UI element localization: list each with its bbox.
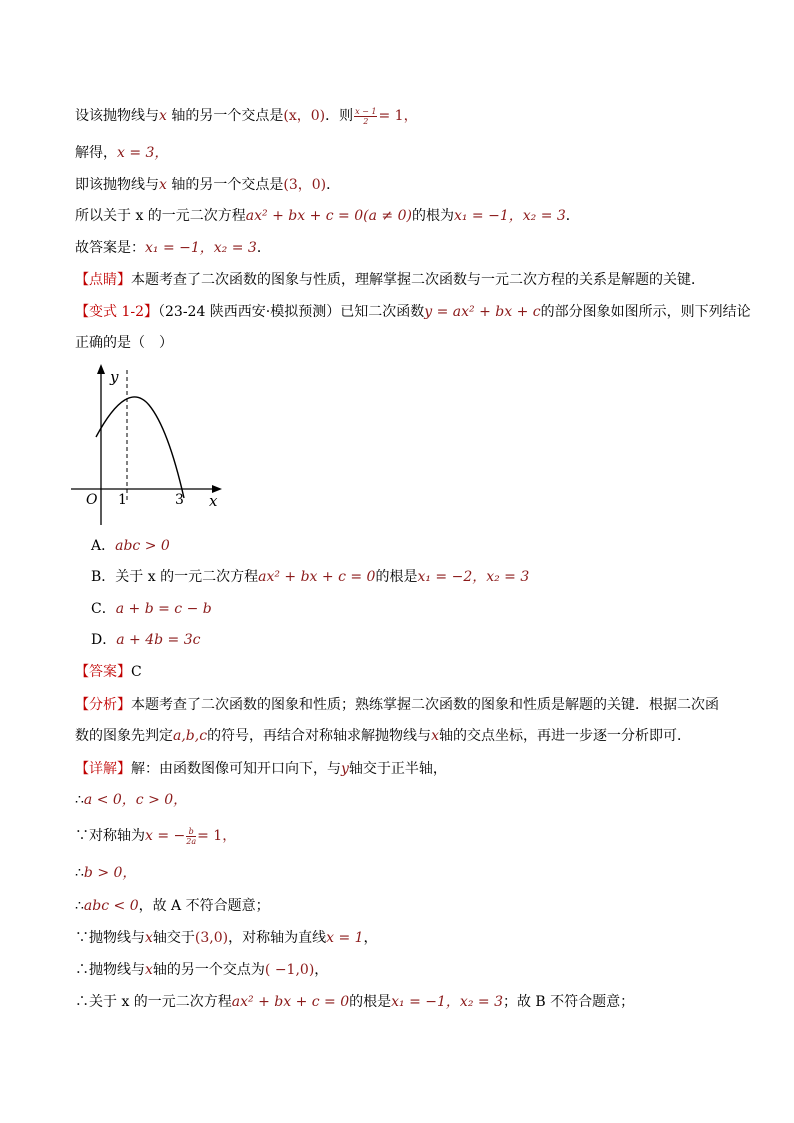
parabola-graph <box>66 360 226 530</box>
fraction: $\frac{b}{2a}$ <box>186 826 197 846</box>
detail-step-3: ∴b > 0， <box>75 865 137 881</box>
detail-step-1: ∴a < 0，c > 0， <box>75 792 188 808</box>
math: = 1， <box>378 108 418 124</box>
option-c[interactable]: C．a + b = c − b <box>91 601 212 617</box>
y-label: y <box>110 368 119 386</box>
line-answer: 故答案是：x₁ = −1，x₂ = 3． <box>75 240 271 256</box>
analysis-tag: 【分析】 <box>75 697 131 713</box>
text: 轴的另一个交点是 <box>166 108 284 124</box>
line-roots: 所以关于 x 的一元二次方程ax² + bx + c = 0(a ≠ 0)的根为x₁ = −1，x₂ = 3． <box>75 208 580 224</box>
option-d[interactable]: D．a + 4b = 3c <box>91 632 201 648</box>
detail-step-2: ∵对称轴为x = − $\frac{b}{2a}$ = 1， <box>75 826 237 846</box>
tick-label-1: 1 <box>118 492 127 508</box>
math: x <box>159 108 167 124</box>
origin-label: O <box>86 492 98 508</box>
tick-label-3: 3 <box>175 492 184 508</box>
answer-value: C <box>131 664 142 680</box>
detail-line-1: 【详解】解：由函数图像可知开口向下，与y轴交于正半轴， <box>75 761 447 777</box>
line-intersection-point: 即该抛物线与x 轴的另一个交点是(3，0)． <box>75 177 341 193</box>
detail-step-6: ∴抛物线与x轴的另一个交点为( −1,0)， <box>75 962 329 978</box>
detail-tag: 【详解】 <box>75 761 131 777</box>
analysis-line-2: 数的图象先判定a,b,c的符号，再结合对称轴求解抛物线与x轴的交点坐标，再进一步逐一分析即可． <box>75 728 691 744</box>
text: 设该抛物线与 <box>75 108 159 124</box>
detail-step-4: ∴abc < 0，故 A 不符合题意； <box>75 898 270 914</box>
line-other-intersection <box>75 106 418 126</box>
line-comment: 【点睛】本题考查了二次函数的图象与性质，理解掌握二次函数与一元二次方程的关系是解题的关键． <box>75 272 705 288</box>
x-label: x <box>209 492 218 510</box>
line-solve: 解得，x = 3， <box>75 145 169 161</box>
option-a[interactable]: A．abc > 0 <box>91 538 170 554</box>
detail-step-7: ∴关于 x 的一元二次方程ax² + bx + c = 0的根是x₁ = −1，x₂ = 3；故 B 不符合题意； <box>75 994 635 1010</box>
comment-tag: 【点睛】 <box>75 272 131 288</box>
fraction: $\frac{x - 1}{2}$ <box>355 106 377 126</box>
analysis-line-1: 【分析】本题考查了二次函数的图象和性质；熟练掌握二次函数的图象和性质是解题的关键．根据二次函 <box>75 697 719 713</box>
y-axis-arrow <box>97 364 105 374</box>
detail-step-5: ∵抛物线与x轴交于(3,0)，对称轴为直线x = 1， <box>75 930 378 946</box>
line-question: 正确的是（ ） <box>75 335 173 351</box>
text: ．则 <box>325 108 354 124</box>
parabola-curve <box>96 397 184 498</box>
option-b[interactable]: B．关于 x 的一元二次方程ax² + bx + c = 0的根是x₁ = −2，x₂ = 3 <box>91 569 530 585</box>
variant-tag: 【变式 1-2】 <box>75 304 158 320</box>
answer-tag: 【答案】 <box>75 664 131 680</box>
line-variant-header: 【变式 1-2】（23-24 陕西西安·模拟预测）已知二次函数y = ax² + bx + c的部分图象如图所示，则下列结论 <box>75 304 751 320</box>
math: (x，0) <box>283 108 326 124</box>
answer-line <box>75 662 142 682</box>
